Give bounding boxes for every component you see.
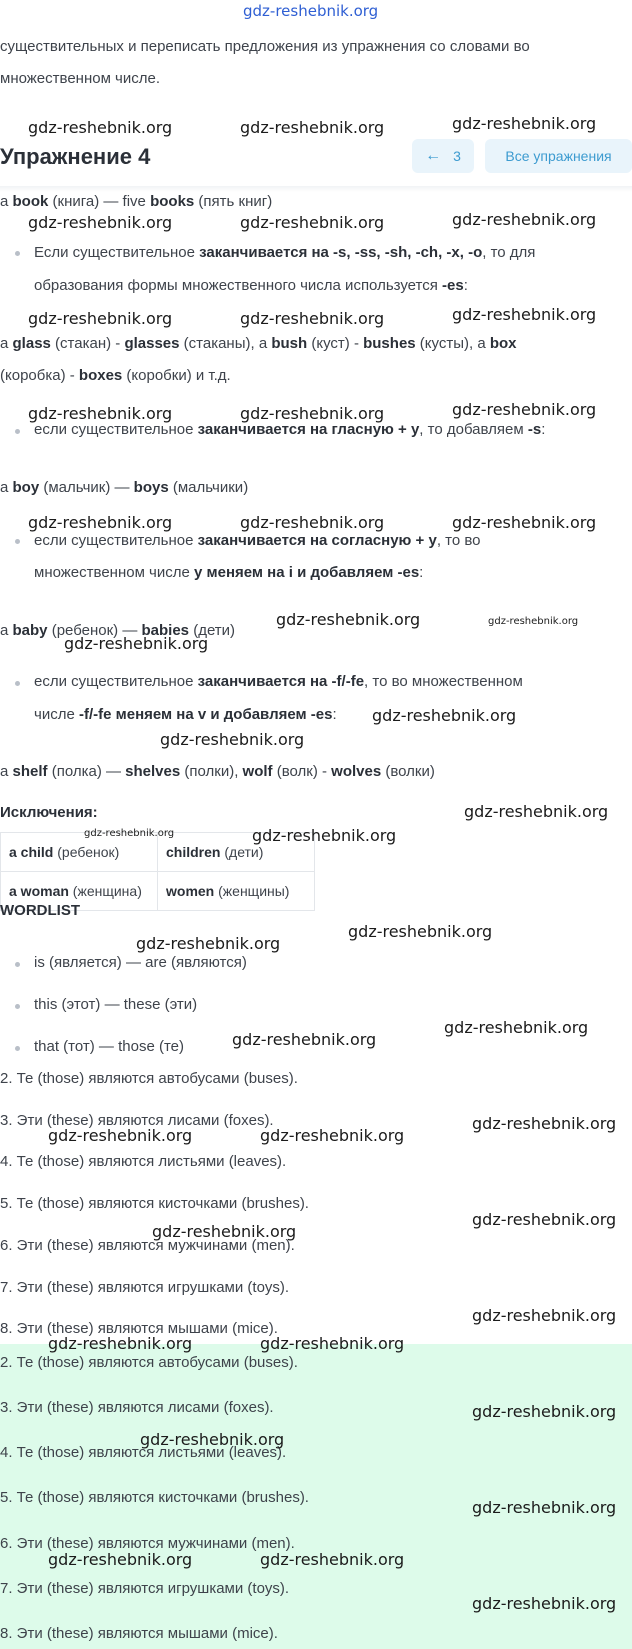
sentence-item: 2. Те (those) являются автобусами (buses). bbox=[0, 1070, 298, 1087]
watermark: gdz-reshebnik.org bbox=[48, 1550, 193, 1569]
rule-example-2-line-1: a glass (стакан) - glasses (стаканы), a bush (куст) - bushes (кусты), a box bbox=[0, 335, 517, 352]
table-cell: a woman (женщина) bbox=[1, 872, 158, 911]
bullet-dot bbox=[15, 962, 20, 967]
watermark: gdz-reshebnik.org bbox=[260, 1334, 405, 1353]
watermark: gdz-reshebnik.org bbox=[140, 1430, 285, 1449]
bullet-dot bbox=[15, 1004, 20, 1009]
watermark: gdz-reshebnik.org bbox=[452, 210, 597, 229]
wordlist-item: this (этот) — these (эти) bbox=[34, 996, 198, 1013]
watermark: gdz-reshebnik.org bbox=[252, 826, 397, 845]
bullet-dot bbox=[15, 1046, 20, 1051]
intro-line-2: множественном числе. bbox=[0, 70, 161, 87]
watermark: gdz-reshebnik.org bbox=[84, 828, 175, 839]
bullet-1-line-1: Если существительное заканчивается на -s, -ss, -sh, -ch, -x, -o, то для bbox=[34, 244, 536, 261]
bullet-dot bbox=[15, 681, 20, 686]
rule-example-5: a shelf (полка) — shelves (полки), wolf (волк) - wolves (волки) bbox=[0, 763, 435, 780]
watermark: gdz-reshebnik.org bbox=[472, 1114, 617, 1133]
bullet-dot bbox=[15, 251, 20, 256]
watermark: gdz-reshebnik.org bbox=[240, 513, 385, 532]
sentence-item: 4. Те (those) являются листьями (leaves). bbox=[0, 1153, 287, 1170]
answer-item: 4. Те (those) являются листьями (leaves). bbox=[0, 1444, 287, 1461]
bullet-2-line-1: если существительное заканчивается на гласную + y, то добавляем -s: bbox=[34, 421, 546, 438]
watermark: gdz-reshebnik.org bbox=[28, 404, 173, 423]
page-title: Упражнение 4 bbox=[0, 144, 151, 169]
sentence-item: 3. Эти (these) являются лисами (foxes). bbox=[0, 1112, 274, 1129]
watermark: gdz-reshebnik.org bbox=[488, 616, 579, 627]
watermark: gdz-reshebnik.org bbox=[160, 730, 305, 749]
all-exercises-button[interactable] bbox=[485, 139, 632, 173]
arrow-left-icon: ← bbox=[425, 147, 442, 164]
watermark: gdz-reshebnik.org bbox=[464, 802, 609, 821]
table-cell: a child (ребенок) bbox=[1, 833, 158, 872]
watermark: gdz-reshebnik.org bbox=[472, 1594, 617, 1613]
answer-item: 2. Те (those) являются автобусами (buses). bbox=[0, 1354, 298, 1371]
sentence-item: 7. Эти (these) являются игрушками (toys). bbox=[0, 1279, 290, 1296]
rule-example-3: a boy (мальчик) — boys (мальчики) bbox=[0, 479, 249, 496]
watermark: gdz-reshebnik.org bbox=[372, 706, 517, 725]
sentence-item: 8. Эти (these) являются мышами (mice). bbox=[0, 1320, 278, 1337]
watermark: gdz-reshebnik.org bbox=[232, 1030, 377, 1049]
sentence-item: 5. Те (those) являются кисточками (brushes). bbox=[0, 1195, 309, 1212]
watermark: gdz-reshebnik.org bbox=[472, 1498, 617, 1517]
answer-item: 7. Эти (these) являются игрушками (toys). bbox=[0, 1580, 290, 1597]
bullet-3-line-2: множественном числе y меняем на i и добавляем -es: bbox=[34, 564, 424, 581]
watermark: gdz-reshebnik.org bbox=[64, 634, 209, 653]
wordlist-heading: WORDLIST bbox=[0, 902, 80, 919]
watermark: gdz-reshebnik.org bbox=[452, 114, 597, 133]
header-divider bbox=[0, 186, 632, 192]
watermark: gdz-reshebnik.org bbox=[28, 513, 173, 532]
sentence-item: 6. Эти (these) являются мужчинами (men). bbox=[0, 1237, 295, 1254]
watermark: gdz-reshebnik.org bbox=[28, 309, 173, 328]
rule-example-1: a book (книга) — five books (пять книг) bbox=[0, 193, 273, 210]
answer-item: 5. Те (those) являются кисточками (brushes). bbox=[0, 1489, 309, 1506]
watermark: gdz-reshebnik.org bbox=[240, 309, 385, 328]
watermark: gdz-reshebnik.org bbox=[452, 400, 597, 419]
watermark: gdz-reshebnik.org bbox=[260, 1550, 405, 1569]
rule-example-4: a baby (ребенок) — babies (дети) bbox=[0, 622, 236, 639]
watermark: gdz-reshebnik.org bbox=[240, 404, 385, 423]
watermark: gdz-reshebnik.org bbox=[472, 1210, 617, 1229]
all-exercises-label: Все упражнения bbox=[505, 148, 612, 164]
prev-exercise-number: 3 bbox=[453, 148, 461, 164]
watermark: gdz-reshebnik.org bbox=[240, 118, 385, 137]
watermark: gdz-reshebnik.org bbox=[472, 1306, 617, 1325]
watermark: gdz-reshebnik.org bbox=[28, 118, 173, 137]
bullet-dot bbox=[15, 429, 20, 434]
watermark: gdz-reshebnik.org bbox=[28, 213, 173, 232]
table-cell: women (женщины) bbox=[158, 872, 315, 911]
watermark-top: gdz-reshebnik.org bbox=[243, 2, 379, 20]
bullet-1-line-2: образования формы множественного числа используется -es: bbox=[34, 277, 468, 294]
bullet-dot bbox=[15, 539, 20, 544]
answer-item: 6. Эти (these) являются мужчинами (men). bbox=[0, 1535, 295, 1552]
watermark: gdz-reshebnik.org bbox=[48, 1334, 193, 1353]
watermark: gdz-reshebnik.org bbox=[348, 922, 493, 941]
bullet-3-line-1: если существительное заканчивается на согласную + y, то во bbox=[34, 532, 481, 549]
watermark: gdz-reshebnik.org bbox=[260, 1126, 405, 1145]
watermark: gdz-reshebnik.org bbox=[276, 610, 421, 629]
watermark: gdz-reshebnik.org bbox=[48, 1126, 193, 1145]
watermark: gdz-reshebnik.org bbox=[240, 213, 385, 232]
watermark: gdz-reshebnik.org bbox=[452, 513, 597, 532]
watermark: gdz-reshebnik.org bbox=[472, 1402, 617, 1421]
bullet-4-line-2: числе -f/-fe меняем на v и добавляем -es: bbox=[34, 706, 337, 723]
watermark: gdz-reshebnik.org bbox=[136, 934, 281, 953]
intro-line-1: существительных и переписать предложения из упражнения со словами во bbox=[0, 38, 530, 55]
exceptions-heading: Исключения: bbox=[0, 804, 98, 821]
watermark: gdz-reshebnik.org bbox=[452, 305, 597, 324]
table-cell: children (дети) bbox=[158, 833, 315, 872]
wordlist-item: that (тот) — those (те) bbox=[34, 1038, 184, 1055]
rule-example-2-line-2: (коробка) - boxes (коробки) и т.д. bbox=[0, 367, 231, 384]
watermark: gdz-reshebnik.org bbox=[444, 1018, 589, 1037]
bullet-4-line-1: если существительное заканчивается на -f/-fe, то во множественном bbox=[34, 673, 523, 690]
watermark: gdz-reshebnik.org bbox=[152, 1222, 297, 1241]
answer-item: 8. Эти (these) являются мышами (mice). bbox=[0, 1625, 278, 1642]
wordlist-item: is (является) — are (являются) bbox=[34, 954, 247, 971]
answer-item: 3. Эти (these) являются лисами (foxes). bbox=[0, 1399, 274, 1416]
prev-exercise-button[interactable] bbox=[412, 139, 474, 173]
